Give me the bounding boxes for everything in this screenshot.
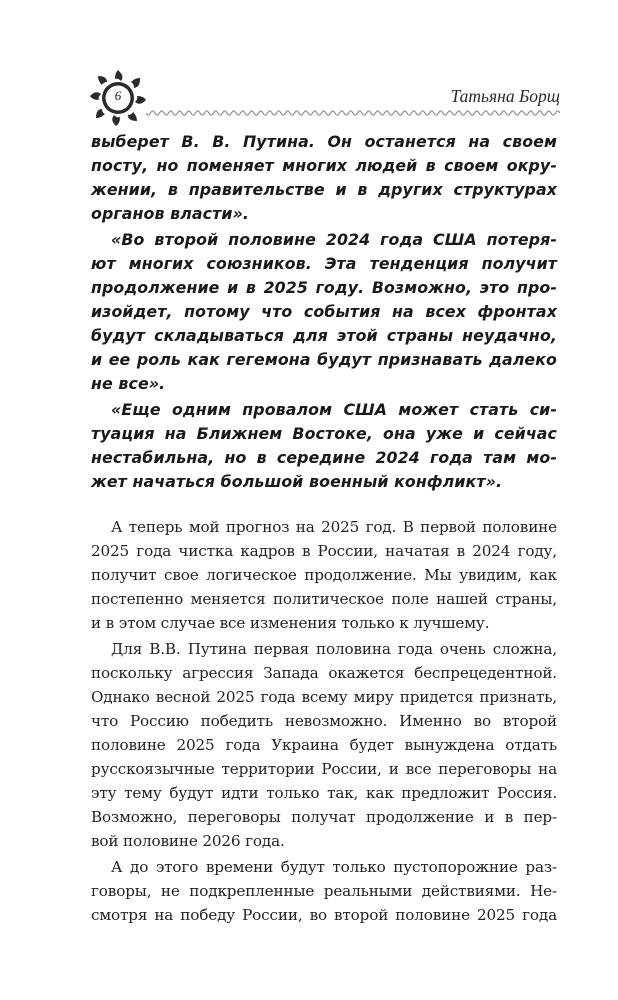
body-line: половине 2025 года Украина будет вынуждена отдать (91, 736, 557, 754)
body-line: 2025 года чистка кадров в России, начатая в 2024 году, (91, 542, 557, 560)
body-line: говоры, не подкрепленные реальными действиями. Не- (91, 882, 557, 900)
quote-line: и ее роль как гегемона будут признавать далеко (91, 350, 557, 369)
quote-line: посту, но поменяет многих людей в своем окру- (91, 156, 557, 175)
body-line: и в этом случае все изменения только к лучшему. (91, 614, 490, 632)
body-line: Для В.В. Путина первая половина года очень сложна, (111, 640, 557, 658)
wavy-rule (146, 108, 560, 118)
body-line: получит свое логическое продолжение. Мы увидим, как (91, 566, 557, 584)
body-line: Возможно, переговоры получат продолжение и в пер- (91, 808, 557, 826)
quote-line: изойдет, потому что события на всех фронтах (91, 302, 557, 321)
quote-line: «Во второй половине 2024 года США потеря- (111, 230, 557, 249)
quote-line: туация на Ближнем Востоке, она уже и сейчас (91, 424, 557, 443)
quote-line: органов власти». (91, 204, 250, 223)
quote-line: жет начаться большой военный конфликт». (91, 472, 503, 491)
body-line: Однако весной 2025 года всему миру придется признать, (91, 688, 557, 706)
body-line: вой половине 2026 года. (91, 832, 285, 850)
body-line: поскольку агрессия Запада окажется беспрецедентной. (91, 664, 557, 682)
body-line: русскоязычные территории России, и все переговоры на (91, 760, 557, 778)
quote-line: ют многих союзников. Эта тенденция получит (91, 254, 557, 273)
quote-line: не все». (91, 374, 166, 393)
quote-line: будут складываться для этой страны неудачно, (91, 326, 557, 345)
body-line: смотря на победу России, во второй половине 2025 года (91, 906, 557, 924)
quote-line: выберет В. В. Путина. Он останется на своем (91, 132, 557, 151)
quote-line: жении, в правительстве и в других структурах (91, 180, 557, 199)
body-line: А теперь мой прогноз на 2025 год. В первой половине (111, 518, 557, 536)
body-line: что Россию победить невозможно. Именно во второй (91, 712, 557, 730)
body-line: эту тему будут идти только так, как предложит Россия. (91, 784, 557, 802)
quote-line: «Еще одним провалом США может стать си- (111, 400, 557, 419)
quote-line: нестабильна, но в середине 2024 года там мо- (91, 448, 557, 467)
page-number: 6 (114, 88, 122, 103)
quote-line: продолжение и в 2025 году. Возможно, это про- (91, 278, 557, 297)
body-line: постепенно меняется политическое поле нашей страны, (91, 590, 557, 608)
body-line: А до этого времени будут только пустопорожние раз- (111, 858, 557, 876)
running-header (88, 68, 560, 128)
running-head-author: Татьяна Борщ (450, 86, 560, 106)
